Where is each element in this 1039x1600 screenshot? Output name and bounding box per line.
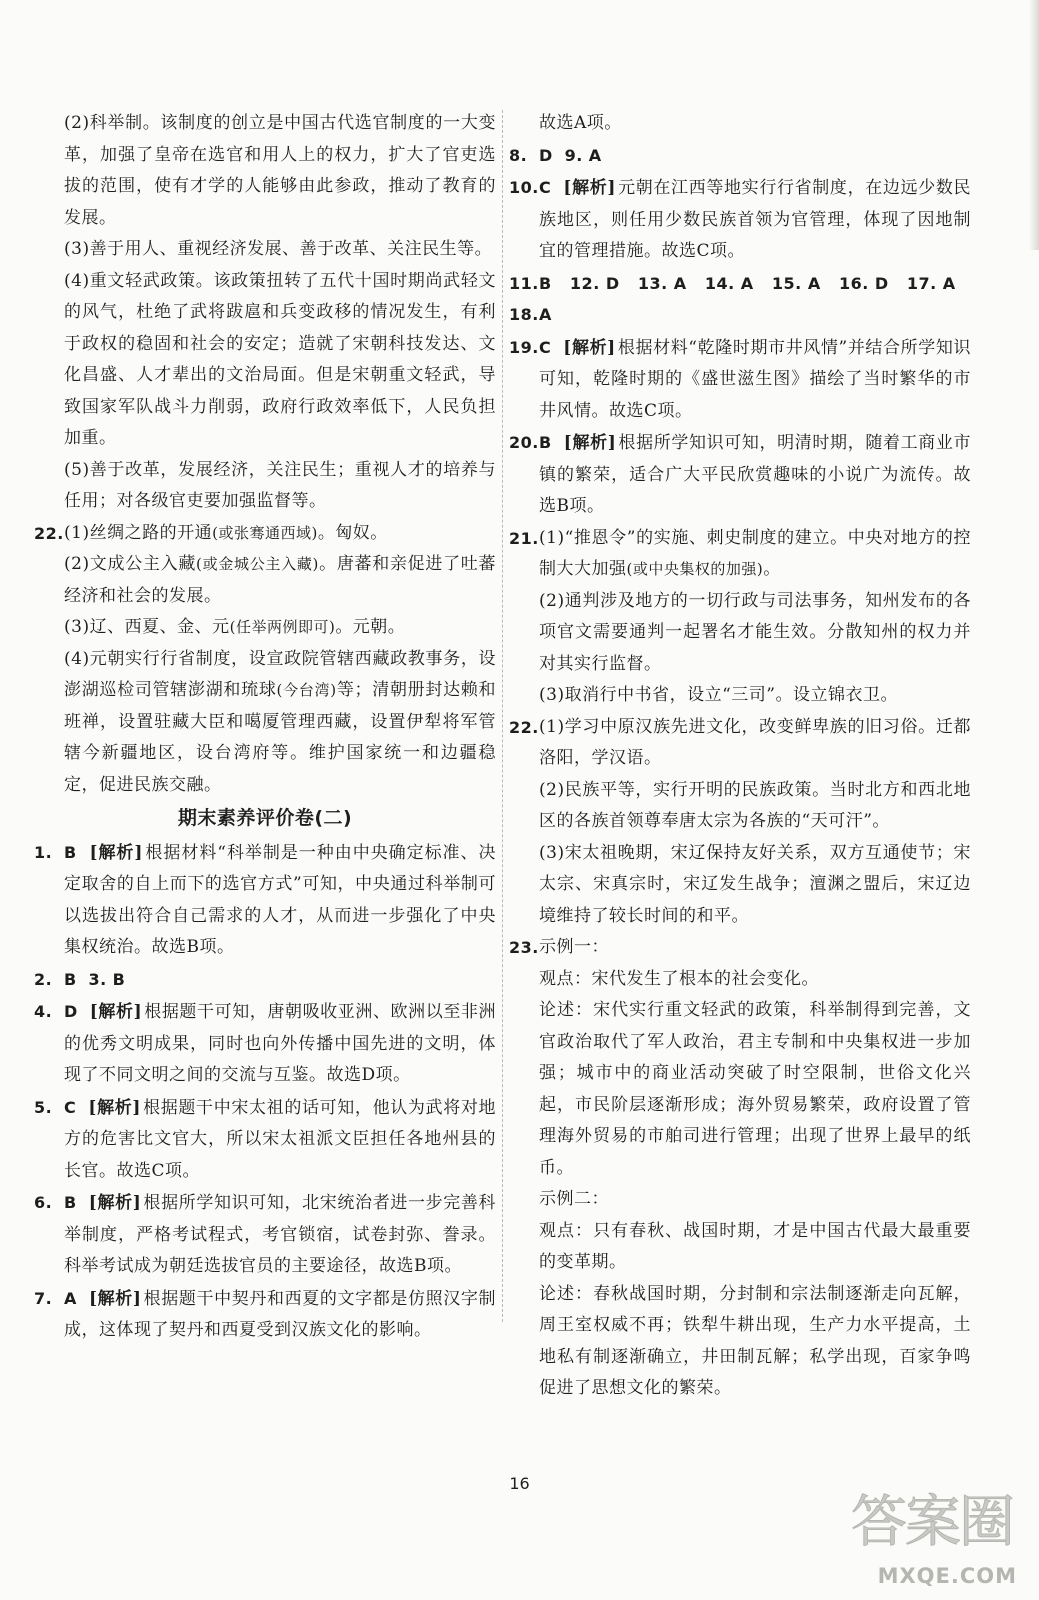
- answer-11-17: 11. B 12. D 13. A 14. A 15. A 16. D 17. A: [509, 273, 956, 293]
- example-2-view: 观点：只有春秋、战国时期，才是中国古代最大最重要的变革期。: [539, 1220, 971, 1272]
- answer-20: 20. B [解析] 根据所学知识可知，明清时期，随着工商业市镇的繁荣，适合广大平民欣赏趣味的小说广为流传。故选B项。: [509, 433, 972, 516]
- answer-23: 23. 示例一： 观点：宋代发生了根本的社会变化。 论述：宋代实行重文轻武的政策，科举制得到完善，文官政治取代了军人政治，君主专制和中央集权进一步加强；城市中的商业活动突破了时空限制，世俗文化兴起，市民阶层逐渐形成；海外贸易繁荣，政府设置了管理海外贸易的市舶司进行管理；出现了世界上最早的纸币。 示例二： 观点：只有春秋、战国时期，才是中国古代最大最重要的变革期。 论述：春秋战国时期，分封制和宗法制逐渐走向瓦解，周王室权威不再；铁犁牛耕出现，生产力水平提高，土地私有制逐渐确立，井田制瓦解；私学出现，百家争鸣促进了思想文化的繁荣。: [509, 932, 971, 1405]
- example-1-label: 示例一：: [539, 937, 609, 957]
- answer-8-9: 8. D 9. A: [509, 145, 602, 165]
- answer-5: 5. C [解析] 根据题干中宋太祖的话可知，他认为武将对地方的危害比文官大，所以宋太祖派文臣担任各地州县的长官。故选C项。: [34, 1097, 497, 1181]
- answer-7: 7. A [解析] 根据题干中契丹和西夏的文字都是仿照汉字制成，这体现了契丹和西夏受到汉族文化的影响。: [34, 1288, 497, 1340]
- column-divider: [502, 110, 503, 1322]
- example-2-label: 示例二：: [539, 1189, 609, 1209]
- q7-continued: 故选A项。: [539, 113, 622, 133]
- page-number: 16: [509, 1474, 530, 1493]
- q21-part4: (4)重文轻武政策。该政策扭转了五代十国时期尚武轻文的风气，杜绝了武将跋扈和兵变政移的情况发生，有利于政权的稳固和社会的安定；造就了宋朝科技发达、文化昌盛、人才辈出的文治局面。但是宋朝重文轻武，导致国家军队战斗力削弱，政府行政效率低下，人民负担加重。: [64, 270, 496, 448]
- q21-part3: (3)善于用人、重视经济发展、善于改革、关注民生等。: [64, 239, 493, 259]
- answer-6: 6. B [解析] 根据所学知识可知，北宋统治者进一步完善科举制度，严格考试程式，考官锁宿，试卷封弥、誊录。科举考试成为朝廷选拔官员的主要途径，故选B项。: [34, 1193, 497, 1276]
- example-1-argument: 论述：宋代实行重文轻武的政策，科举制得到完善，文官政治取代了军人政治，君主专制和中央集权进一步加强；城市中的商业活动突破了时空限制，世俗文化兴起，市民阶层逐渐形成；海外贸易繁荣，政府设置了管理海外贸易的市舶司进行管理；出现了世界上最早的纸币。: [539, 1000, 971, 1178]
- answer-4: 4. D [解析] 根据题干可知，唐朝吸收亚洲、欧洲以至非洲的优秀文明成果，同时也向外传播中国先进的文明，体现了不同文明之间的交流与互鉴。故选D项。: [34, 1002, 497, 1085]
- answer-21: 21. (1)“推恩令”的实施、刺史制度的建立。中央对地方的控制大大加强(或中央集权的加强)。 (2)通判涉及地方的一切行政与司法事务，知州发布的各项官文需要通判一起署名才能生效。分散知州的权力并对其实行监督。 (3)取消行中书省，设立“三司”。设立锦衣卫。: [509, 523, 971, 712]
- question-number: 22.: [34, 523, 64, 543]
- q22-part4: (4)元朝实行行省制度，设宣政院管辖西藏政教事务，设澎湖巡检司管辖澎湖和琉球(今台湾)等；清朝册封达赖和班禅，设置驻藏大臣和噶厦管理西藏，设置伊犁将军管辖今新疆地区，设台湾府等。维护国家统一和边疆稳定，促进民族交融。: [64, 648, 497, 795]
- answer-1: 1. B [解析] 根据材料“科举制是一种由中央确定标准、决定取舍的自上而下的选官方式”可知，中央通过科举制可以选拔出符合自己需求的人才，从而进一步强化了中央集权统治。故选B项。: [34, 842, 496, 957]
- q22-part1: (1)学习中原汉族先进文化，改变鲜卑族的旧习俗。迁都洛阳，学汉语。: [539, 716, 971, 768]
- example-2-argument: 论述：春秋战国时期，分封制和宗法制逐渐走向瓦解，周王室权威不再；铁犁牛耕出现，生产力水平提高，土地私有制逐渐确立，井田制瓦解；私学出现，百家争鸣促进了思想文化的繁荣。: [539, 1283, 971, 1398]
- q22-part3: (3)辽、西夏、金、元(任举两例即可)。元朝。: [64, 617, 406, 637]
- answer-10: 10. C [解析] 元朝在江西等地实行行省制度，在边远少数民族地区，则任用少数民族首领为官管理，体现了因地制宜的管理措施。故选C项。: [509, 178, 972, 261]
- q21-part1: (1)“推恩令”的实施、刺史制度的建立。中央对地方的控制大大加强(或中央集权的加强)。: [539, 527, 971, 579]
- watermark-text: 答案圈: [851, 1490, 1013, 1555]
- q21-part2: (2)科举制。该制度的创立是中国古代选官制度的一大变革，加强了皇帝在选官和用人上的权力，扩大了官吏选拔的范围，使有才学的人能够由此参政，推动了教育的发展。: [64, 113, 496, 228]
- q21-part3: (3)取消行中书省，设立“三司”。设立锦衣卫。: [539, 685, 898, 705]
- q22-part1: (1)丝绸之路的开通(或张骞通西域)。匈奴。: [64, 522, 388, 543]
- example-1-view: 观点：宋代发生了根本的社会变化。: [539, 968, 819, 989]
- q22-part2: (2)民族平等，实行开明的民族政策。当时北方和西北地区的各族首领尊奉唐太宗为各族的“天可汗”。: [539, 779, 971, 831]
- q22-part2: (2)文成公主入藏(或金城公主入藏)。唐蕃和亲促进了吐蕃经济和社会的发展。: [64, 554, 496, 606]
- q22-part3: (3)宋太祖晚期，宋辽保持友好关系，双方互通使节；宋太宗、宋真宗时，宋辽发生战争；澶渊之盟后，宋辽边境维持了较长时间的和平。: [539, 842, 971, 926]
- answer-2-3: 2. B 3. B: [34, 969, 126, 989]
- q21-part5: (5)善于改革，发展经济，关注民生；重视人才的培养与任用；对各级官吏要加强监督等。: [64, 459, 496, 511]
- watermark-logo: [812, 1490, 1017, 1590]
- page-edge-shadow: [1029, 0, 1039, 250]
- section-title: 期末素养评价卷(二): [177, 807, 353, 829]
- watermark-url: MXQE.COM: [877, 1564, 1017, 1588]
- answer-18: 18. A: [509, 305, 552, 324]
- left-column: [34, 108, 496, 1347]
- answer-22-left: [34, 518, 496, 802]
- q21-part2: (2)通判涉及地方的一切行政与司法事务，知州发布的各项官文需要通判一起署名才能生效。分散知州的权力并对其实行监督。: [539, 590, 971, 674]
- answer-22-right: 22. (1)学习中原汉族先进文化，改变鲜卑族的旧习俗。迁都洛阳，学汉语。 (2)民族平等，实行开明的民族政策。当时北方和西北地区的各族首领尊奉唐太宗为各族的“天可汗”。 (3)宋太祖晚期，宋辽保持友好关系，双方互通使节；宋太宗、宋真宗时，宋辽发生战争；澶渊之盟后，宋辽边境维持了较长时间的和平。: [509, 712, 971, 933]
- right-column: [509, 108, 971, 1405]
- answer-19: 19. C [解析] 根据材料“乾隆时期市井风情”并结合所学知识可知，乾隆时期的《盛世滋生图》描绘了当时繁华的市井风情。故选C项。: [509, 337, 972, 421]
